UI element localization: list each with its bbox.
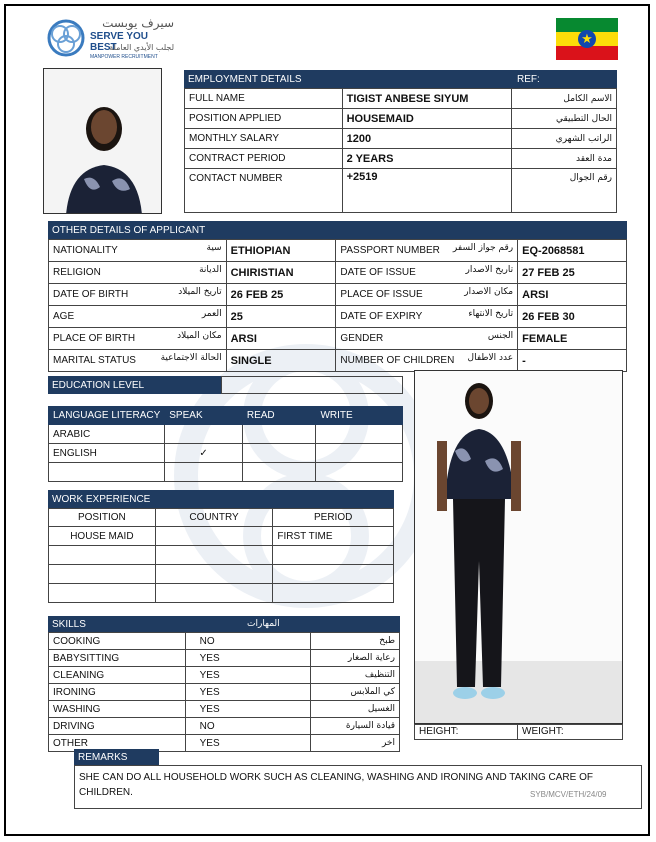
skill-value: YES [185, 684, 311, 701]
language-name: ARABIC [49, 425, 165, 444]
language-name [49, 463, 165, 482]
position-applied-value: HOUSEMAID [342, 109, 512, 129]
other-label-arabic: تاريخ الاصدار [465, 265, 514, 275]
skill-name: DRIVING [49, 718, 186, 735]
write-value [316, 425, 403, 444]
table-row [49, 650, 400, 667]
other-label-cell [49, 262, 227, 284]
other-label: DATE OF BIRTH [53, 289, 129, 300]
speak-value [165, 425, 243, 444]
monthly-salary-arabic: الراتب الشهري [512, 129, 617, 149]
work-position [49, 584, 156, 603]
other-label-arabic: الديانة [199, 265, 222, 275]
work-country [155, 546, 273, 565]
ref-label: REF: [513, 70, 617, 88]
language-table [48, 406, 403, 482]
other-label-cell [49, 306, 227, 328]
other-label-arabic: سية [206, 243, 222, 253]
other-label-cell [49, 240, 227, 262]
other-label-arabic: الجنس [487, 331, 514, 341]
education-level-value [221, 376, 403, 394]
monthly-salary-label: MONTHLY SALARY [185, 129, 343, 149]
logo-english-text: SERVE YOU BEST [90, 31, 148, 53]
contract-period-label: CONTRACT PERIOD [185, 149, 343, 169]
other-label: MARITAL STATUS [53, 355, 136, 366]
work-period [273, 546, 394, 565]
other-label-arabic: مكان الميلاد [177, 331, 222, 341]
table-row [49, 350, 627, 372]
skill-value: NO [185, 633, 311, 650]
other-label-arabic: تاريخ الميلاد [178, 287, 222, 297]
other-label-arabic: الحالة الاجتماعية [160, 353, 222, 363]
other-label-arabic: عدد الاطفال [467, 353, 514, 363]
height-label: HEIGHT: [415, 725, 518, 739]
work-experience-table [48, 508, 394, 603]
position-header: POSITION [49, 509, 156, 527]
logo-sub-arabic: لجلب الأيدي العاملة [109, 43, 174, 52]
skills-header: SKILLS [48, 616, 243, 632]
contract-period-arabic: مدة العقد [512, 149, 617, 169]
full-name-label: FULL NAME [185, 89, 343, 109]
skill-name: CLEANING [49, 667, 186, 684]
contact-number-arabic: رقم الجوال [512, 169, 617, 213]
remarks-text: SHE CAN DO ALL HOUSEHOLD WORK SUCH AS CLEANING, WASHING AND IRONING AND TAKING CARE OF CHILDREN. [74, 765, 642, 809]
table-row [49, 262, 627, 284]
table-row [49, 463, 403, 482]
employment-table [184, 88, 617, 213]
table-row [49, 328, 627, 350]
table-row [49, 425, 403, 444]
other-value: EQ-2068581 [518, 240, 627, 262]
work-position: HOUSE MAID [49, 527, 156, 546]
contact-number-value: +2519 [342, 169, 512, 213]
skill-arabic: كي الملابس [311, 684, 400, 701]
work-period: FIRST TIME [273, 527, 394, 546]
skill-arabic: قيادة السيارة [311, 718, 400, 735]
skill-name: IRONING [49, 684, 186, 701]
work-period [273, 565, 394, 584]
table-row [49, 306, 627, 328]
employment-details-header: EMPLOYMENT DETAILS [184, 70, 513, 88]
other-value: ARSI [226, 328, 336, 350]
table-row [185, 109, 617, 129]
skill-value: YES [185, 701, 311, 718]
other-value: SINGLE [226, 350, 336, 372]
other-value: 27 FEB 25 [518, 262, 627, 284]
other-value: 25 [226, 306, 336, 328]
table-row [49, 407, 403, 425]
contract-period-value: 2 YEARS [342, 149, 512, 169]
skill-name: COOKING [49, 633, 186, 650]
education-level-header: EDUCATION LEVEL [48, 376, 221, 394]
table-row [49, 565, 394, 584]
skill-value: YES [185, 667, 311, 684]
contact-number-label: CONTACT NUMBER [185, 169, 343, 213]
other-label-arabic: مكان الاصدار [464, 287, 514, 297]
table-row [49, 584, 394, 603]
other-label: PASSPORT NUMBER [340, 245, 440, 256]
table-row [49, 667, 400, 684]
other-details-table [48, 239, 627, 372]
table-row [49, 718, 400, 735]
skill-name: WASHING [49, 701, 186, 718]
remarks-header: REMARKS [74, 749, 159, 765]
other-label: GENDER [340, 333, 384, 344]
period-header: PERIOD [273, 509, 394, 527]
other-label-cell [336, 262, 518, 284]
table-row [49, 444, 403, 463]
table-row [185, 149, 617, 169]
other-label: NATIONALITY [53, 245, 118, 256]
weight-label: WEIGHT: [522, 726, 564, 737]
work-country [155, 584, 273, 603]
height-weight-row [414, 724, 623, 740]
other-label: PLACE OF BIRTH [53, 333, 136, 344]
skill-value: NO [185, 718, 311, 735]
other-label-cell [49, 328, 227, 350]
skill-arabic: التنظيف [311, 667, 400, 684]
company-logo [46, 16, 176, 66]
document-code: SYB/MCV/ETH/24/09 [530, 790, 607, 799]
other-label-arabic: رقم جواز السفر [452, 243, 514, 253]
table-row [49, 701, 400, 718]
other-value: 26 FEB 25 [226, 284, 336, 306]
read-header: READ [242, 407, 316, 425]
table-row [185, 169, 617, 213]
other-value: ETHIOPIAN [226, 240, 336, 262]
read-value [242, 425, 316, 444]
position-applied-label: POSITION APPLIED [185, 109, 343, 129]
write-value [316, 444, 403, 463]
skill-arabic: طبخ [311, 633, 400, 650]
table-row [49, 240, 627, 262]
other-label-cell [336, 306, 518, 328]
table-row [49, 527, 394, 546]
work-position [49, 546, 156, 565]
skill-value: YES [185, 650, 311, 667]
language-name: ENGLISH [49, 444, 165, 463]
other-value: CHIRISTIAN [226, 262, 336, 284]
logo-arabic-text: سيرف يوبست [102, 16, 174, 30]
other-label-cell [49, 350, 227, 372]
other-label-cell [336, 284, 518, 306]
read-value [242, 463, 316, 482]
other-label-arabic: تاريخ الانتهاء [468, 309, 514, 319]
full-name-arabic: الاسم الكامل [512, 89, 617, 109]
skill-name: OTHER [49, 735, 186, 752]
other-label: DATE OF EXPIRY [340, 311, 423, 322]
table-row [49, 546, 394, 565]
full-name-value: TIGIST ANBESE SIYUM [342, 89, 512, 109]
table-row [185, 89, 617, 109]
country-header: COUNTRY [155, 509, 273, 527]
work-experience-header: WORK EXPERIENCE [48, 490, 220, 508]
other-label: NUMBER OF CHILDREN [340, 355, 455, 366]
other-label: RELIGION [53, 267, 101, 278]
other-value: FEMALE [518, 328, 627, 350]
skill-arabic: الغسيل [311, 701, 400, 718]
other-label-cell [336, 350, 518, 372]
read-value [242, 444, 316, 463]
speak-value [165, 463, 243, 482]
work-experience-header-right [220, 490, 394, 508]
logo-sub-english: MANPOWER RECRUITMENT [90, 54, 158, 60]
other-label-cell [49, 284, 227, 306]
other-label-cell [336, 328, 518, 350]
other-label: AGE [53, 311, 75, 322]
write-value [316, 463, 403, 482]
skill-name: BABYSITTING [49, 650, 186, 667]
monthly-salary-value: 1200 [342, 129, 512, 149]
position-applied-arabic: الحال التطبيقي [512, 109, 617, 129]
other-value: - [518, 350, 627, 372]
language-literacy-header: LANGUAGE LITERACY [49, 407, 165, 425]
portrait-photo-icon [44, 69, 162, 214]
work-period [273, 584, 394, 603]
other-label-cell [336, 240, 518, 262]
applicant-portrait-photo [43, 68, 162, 214]
skill-value: YES [185, 735, 311, 752]
other-value: ARSI [518, 284, 627, 306]
speak-value: ✓ [165, 444, 243, 463]
other-label: DATE OF ISSUE [340, 267, 416, 278]
table-row [49, 509, 394, 527]
skill-arabic: رعاية الصغار [311, 650, 400, 667]
table-row [49, 684, 400, 701]
applicant-full-body-photo [414, 370, 623, 724]
work-position [49, 565, 156, 584]
other-details-header: OTHER DETAILS OF APPLICANT [48, 221, 336, 239]
write-header: WRITE [316, 407, 403, 425]
skills-table [48, 632, 400, 752]
company-logo-icon [46, 18, 86, 58]
table-row [185, 129, 617, 149]
cv-page [4, 4, 650, 836]
speak-header: SPEAK [165, 407, 243, 425]
work-country [155, 565, 273, 584]
full-body-photo-icon [415, 371, 623, 724]
skill-arabic: اخر [311, 735, 400, 752]
ethiopia-flag-icon: ★ [556, 18, 618, 60]
other-details-header-right [336, 221, 627, 239]
other-label-arabic: العمر [201, 309, 222, 319]
work-country [155, 527, 273, 546]
skills-header-arabic: المهارات [243, 616, 400, 632]
other-label: PLACE OF ISSUE [340, 289, 423, 300]
other-value: 26 FEB 30 [518, 306, 627, 328]
table-row [49, 633, 400, 650]
table-row [49, 284, 627, 306]
